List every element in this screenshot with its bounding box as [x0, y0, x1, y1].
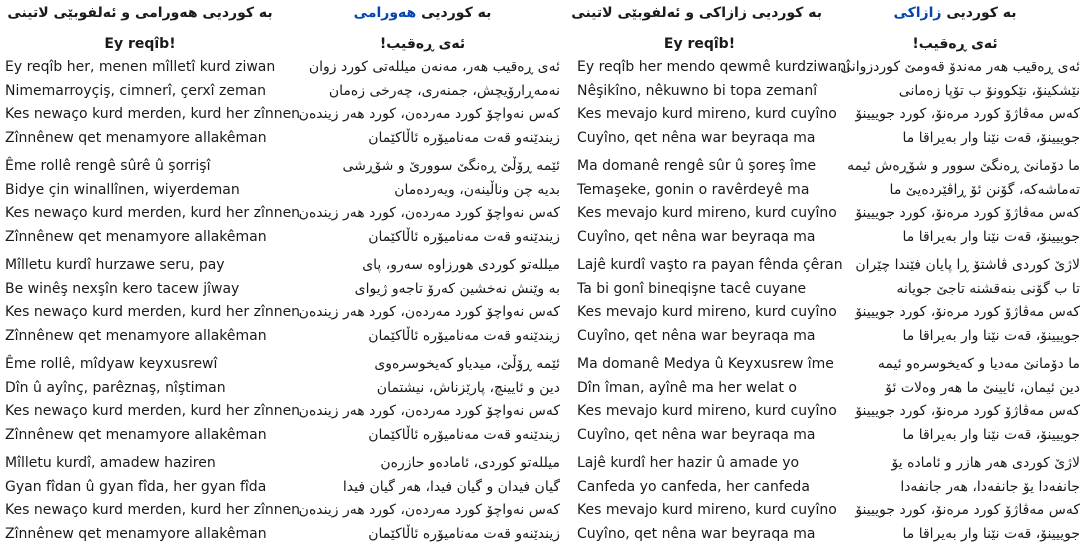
column-zazaki-latin — [571, 0, 851, 542]
verse-line: Canfeda yo canfeda, her canfeda — [577, 478, 810, 495]
stanza — [285, 254, 560, 348]
header-link[interactable]: زازاکی — [893, 5, 942, 21]
verse-line: Cuyîno, qet nêna war beyraqa ma — [577, 129, 816, 146]
verse-line: لاژێ کوردی ڤاشتۆ ڕا پایان فێندا چێران — [855, 257, 1080, 273]
header-prefix: به کوردیی — [416, 5, 492, 21]
verse-line: Ême rollê, mîdyaw keyxusrewî — [5, 356, 218, 372]
stanza — [5, 452, 301, 546]
verse-line: کەس مەڤاژۆ کورد مرەنۆ، کورد جوییینۆ — [855, 502, 1080, 518]
header-prefix: بە کوردیی — [941, 5, 1017, 21]
verse-line: Nêşikîno, nêkuwno bi topa zemanî — [577, 82, 818, 99]
verse-line: Kes newaço kurd merden, kurd her zînnen — [5, 205, 301, 221]
stanza — [5, 155, 301, 249]
verse-line: Ey reqîb her mendo qewmê kurdziwanî — [577, 59, 851, 75]
verse-line: زیندێنەو قەت مەنامیۆرە ئاڵاکێمان — [368, 129, 560, 146]
verse-line: Kes newaço kurd merden, kurd her zînnen — [5, 403, 301, 419]
column-hawrami-latin — [5, 0, 301, 542]
stanza — [830, 353, 1080, 447]
verse-line: زیندێنەو قەت مەنامیۆرە ئاڵاکێمان — [368, 327, 560, 344]
stanza — [5, 353, 301, 447]
verse-line: زیندێنەو قەت مەنامیۆرە ئاڵاکێمان — [368, 525, 560, 542]
verse-line: ئێمە ڕۆڵێ، میدیاو کەیخوسرەوی — [374, 356, 560, 372]
verse-line: Mîlletu kurdî hurzawe seru, pay — [5, 257, 225, 273]
verse-line: ما دۆمانێ ڕەنگێ سوور و شۆڕەش ئیمە — [847, 158, 1080, 174]
verse-line: زیندێنەو قەت مەنامیۆرە ئاڵاکێمان — [368, 426, 560, 443]
verse-line: جوییینۆ، قەت نێنا وار بەیراقا ما — [902, 129, 1080, 146]
verse-line: Mîlletu kurdî, amadew haziren — [5, 455, 216, 471]
header-link[interactable]: هەورامی — [353, 5, 417, 21]
verse-line: Kes mevajo kurd mireno, kurd cuyîno — [577, 205, 837, 221]
verse-line: جوییینۆ، قەت نێنا وار بەیراقا ما — [902, 228, 1080, 245]
column-header — [830, 0, 1080, 26]
poem-title: ئەی ڕەقیب! — [379, 36, 466, 52]
verse-line: Lajê kurdî her hazir û amade yo — [577, 455, 800, 471]
verse-line: Bidye çin winallînen, wiyerdeman — [5, 181, 240, 198]
verse-line: Cuyîno, qet nêna war beyraqa ma — [577, 426, 816, 443]
verse-line: دین و ئایینچ، پارێزناش، نیشتمان — [376, 379, 560, 396]
verse-line: Lajê kurdî vaşto ra payan fênda çêran — [577, 257, 843, 273]
verse-line: Dîn îman, ayînê ma her welat o — [577, 379, 797, 396]
poem-title: Ey reqîb! — [663, 36, 736, 52]
verse-line: کەس نەواچۆ کورد مەردەن، کورد هەر زیندەن — [298, 106, 560, 122]
verse-line: Kes newaço kurd merden, kurd her zînnen — [5, 304, 301, 320]
verse-line: کەس نەواچۆ کورد مەردەن، کورد هەر زیندەن — [298, 304, 560, 320]
verse-line: Temaşeke, gonin o ravêrdeyê ma — [577, 181, 810, 198]
verse-line: ما دۆمانێ مەدیا و کەیخوسرەو ئیمە — [877, 356, 1080, 372]
verse-line: جوییینۆ، قەت نێنا وار بەیراقا ما — [902, 426, 1080, 443]
verse-line: میللەتو کوردی، ئامادەو حازرەن — [380, 455, 560, 471]
stanza — [577, 353, 837, 447]
verse-line: Kes mevajo kurd mireno, kurd cuyîno — [577, 106, 837, 122]
verse-line: کەس نەواچۆ کورد مەردەن، کورد هەر زیندەن — [298, 205, 560, 221]
verse-line: Kes newaço kurd merden, kurd her zînnen — [5, 502, 301, 518]
verse-line: کەس نەواچۆ کورد مەردەن، کورد هەر زیندەن — [298, 403, 560, 419]
verse-line: Cuyîno, qet nêna war beyraqa ma — [577, 525, 816, 542]
verse-line: دین ئیمان، ئایینێ ما هەر وەلات ئۆ — [885, 379, 1080, 396]
verse-line: Zînnênew qet menamyore allakêman — [5, 228, 267, 245]
verse-line: Zînnênew qet menamyore allakêman — [5, 327, 267, 344]
stanza — [577, 254, 843, 348]
column-header — [5, 0, 275, 26]
column-header — [285, 0, 560, 26]
verse-line: بدیە چن وناڵینەن، ویەردەمان — [394, 181, 560, 198]
header-text: بە کوردیی زازاکی و ئەلفوبێی لاتینی — [571, 5, 822, 21]
verse-line: Zînnênew qet menamyore allakêman — [5, 525, 267, 542]
verse-line: Zînnênew qet menamyore allakêman — [5, 129, 267, 146]
header-text: به کوردیی هەورامی و ئەلفوبێی لاتینی — [7, 5, 273, 21]
stanza — [830, 56, 1080, 150]
verse-line: Kes mevajo kurd mireno, kurd cuyîno — [577, 502, 837, 518]
stanza — [830, 155, 1080, 249]
stanza — [5, 254, 301, 348]
verse-line: Kes mevajo kurd mireno, kurd cuyîno — [577, 403, 837, 419]
verse-line: میللەتو کوردی هورزاوە سەرو، پای — [362, 257, 560, 273]
verse-line: کەس مەڤاژۆ کورد مرەنۆ، کورد جوییینۆ — [855, 106, 1080, 122]
verse-line: ئێمە ڕۆڵێ ڕەنگێ سوورێ و شۆڕشی — [342, 158, 560, 174]
verse-line: نێشکینۆ، نێکوونۆ ب تۆپا زەمانی — [898, 82, 1080, 99]
verse-line: Nimemarroyçiş, cimnerî, çerxî zeman — [5, 82, 267, 99]
stanza — [830, 254, 1080, 348]
stanza — [577, 56, 851, 150]
stanza — [577, 155, 837, 249]
verse-line: Ême rollê rengê sûrê û şorrişî — [5, 158, 211, 174]
verse-line: Ta bi gonî bineqişne tacê cuyane — [577, 280, 807, 297]
verse-line: گیان فیدان و گیان فیدا، هەر گیان فیدا — [342, 478, 560, 495]
stanza — [285, 452, 560, 546]
verse-line: Kes mevajo kurd mireno, kurd cuyîno — [577, 304, 837, 320]
verse-line: ئەی ڕەقیب هەر، مەنەن میللەتی کورد زوان — [308, 59, 560, 75]
verse-line: Ma domanê rengê sûr û şoreş îme — [577, 158, 817, 174]
verse-line: کەس نەواچۆ کورد مەردەن، کورد هەر زیندەن — [298, 502, 560, 518]
verse-line: Cuyîno, qet nêna war beyraqa ma — [577, 327, 816, 344]
column-header — [571, 0, 822, 26]
stanza — [830, 452, 1080, 546]
verse-line: بە وێنش نەخشین کەرۆ تاجەو ژیوای — [354, 280, 560, 297]
verse-line: نەمەڕارۆیچش، جمنەری، چەرخی زەمان — [328, 82, 560, 99]
verse-line: زیندێنەو قەت مەنامیۆرە ئاڵاکێمان — [368, 228, 560, 245]
stanza — [285, 155, 560, 249]
verse-line: لاژێ کوردی هەر هازر و ئامادە یۆ — [891, 455, 1080, 471]
verse-line: Be winêş nexşîn kero tacew jîway — [5, 280, 240, 297]
verse-line: Ey reqîb her, menen mîlletî kurd ziwan — [5, 59, 276, 75]
stanza — [285, 56, 560, 150]
verse-line: ئەی ڕەقیب هەر مەندۆ قەومێ کوردزوانی — [840, 59, 1080, 75]
stanza — [5, 56, 301, 150]
verse-line: تەماشەکە، گۆنن ئۆ ڕاڤێردەیێ ما — [889, 181, 1080, 198]
stanza — [577, 452, 837, 546]
verse-line: جوییینۆ، قەت نێنا وار بەیراقا ما — [902, 525, 1080, 542]
verse-line: کەس مەڤاژۆ کورد مرەنۆ، کورد جوییینۆ — [855, 304, 1080, 320]
verse-line: Cuyîno, qet nêna war beyraqa ma — [577, 228, 816, 245]
verse-line: کەس مەڤاژۆ کورد مرەنۆ، کورد جوییینۆ — [855, 205, 1080, 221]
verse-line: جانفەدا یۆ جانفەدا، هەر جانفەدا — [900, 478, 1080, 495]
verse-line: جوییینۆ، قەت نێنا وار بەیراقا ما — [902, 327, 1080, 344]
verse-line: Gyan fîdan û gyan fîda, her gyan fîda — [5, 478, 267, 495]
verse-line: Kes newaço kurd merden, kurd her zînnen — [5, 106, 301, 122]
column-hawrami-arabic — [285, 0, 560, 542]
verse-line: Zînnênew qet menamyore allakêman — [5, 426, 267, 443]
verse-line: Ma domanê Medya û Keyxusrew îme — [577, 356, 834, 372]
poem-title: Ey reqîb! — [104, 36, 176, 52]
column-zazaki-arabic — [830, 0, 1080, 542]
stanza — [285, 353, 560, 447]
verse-line: کەس مەڤاژۆ کورد مرەنۆ، کورد جوییینۆ — [855, 403, 1080, 419]
poem-title: ئەی ڕەقیب! — [912, 36, 998, 52]
verse-line: Dîn û ayînç, parêznaş, nîştiman — [5, 379, 226, 396]
verse-line: تا ب گۆنی بنەقشنە تاجێ جویانە — [896, 280, 1080, 297]
